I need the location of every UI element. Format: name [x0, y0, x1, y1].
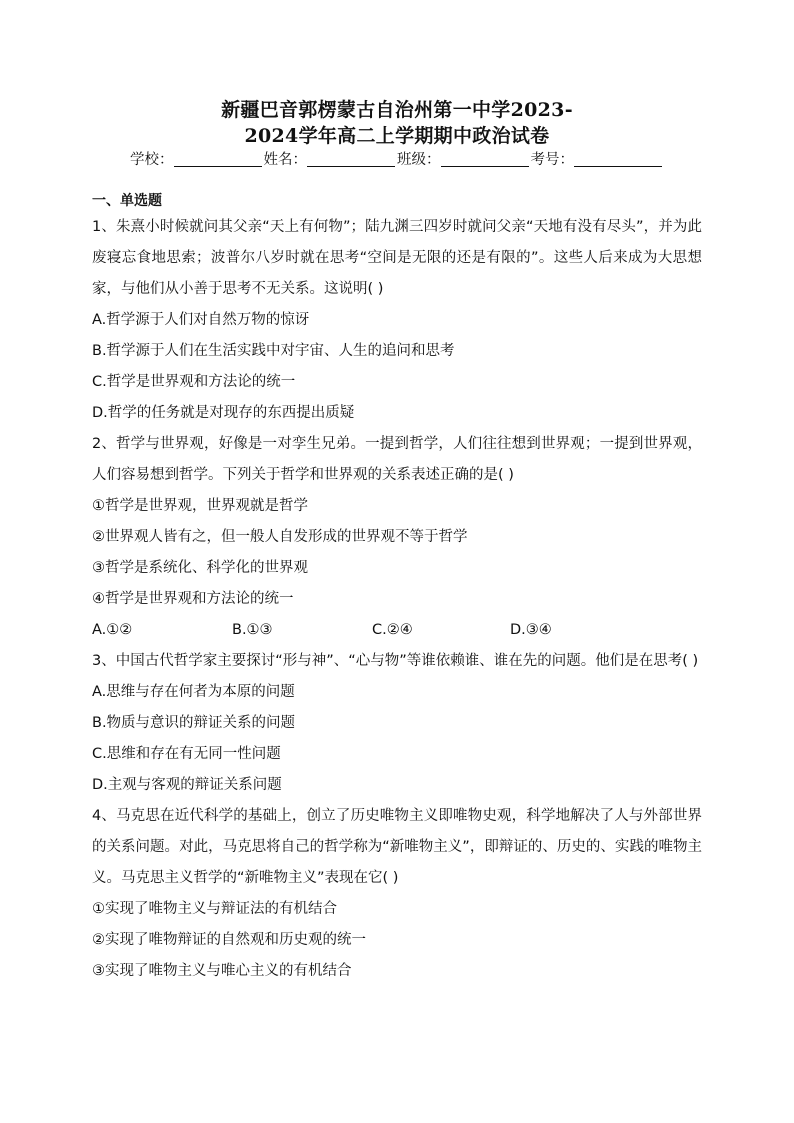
statement-1: ①哲学是世界观，世界观就是哲学 — [92, 498, 308, 514]
exam-no-blank — [574, 150, 662, 167]
statement-3: ③哲学是系统化、科学化的世界观 — [92, 560, 308, 576]
exam-no-field — [531, 149, 665, 171]
statement-2: ②实现了唯物辩证的自然观和历史观的统一 — [92, 932, 366, 948]
option-b: B.物质与意识的辩证关系的问题 — [92, 715, 296, 731]
question-1 — [92, 212, 702, 429]
name-label: 姓名： — [263, 152, 307, 168]
option-d: D.主观与客观的辩证关系问题 — [92, 777, 282, 793]
statement-2: ②世界观人皆有之，但一般人自发形成的世界观不等于哲学 — [92, 529, 468, 545]
name-field — [264, 149, 398, 171]
choice-d: D.③④ — [510, 622, 552, 638]
option-a: A.思维与存在何者为本原的问题 — [92, 684, 295, 700]
choice-b: B.①③ — [232, 622, 273, 638]
question-stem: 3、中国古代哲学家主要探讨“形与神”、“心与物”等谁依赖谁、谁在先的问题。他们是在思考( ) — [92, 653, 699, 669]
school-blank — [174, 150, 262, 167]
class-label: 班级： — [397, 152, 441, 168]
question-4 — [92, 801, 702, 987]
choice-c: C.②④ — [372, 622, 413, 638]
student-info-row — [0, 149, 794, 171]
question-stem: 1、朱熹小时候就问其父亲“天上有何物”；陆九渊三四岁时就问父亲“天地有没有尽头”，并为此废寝忘食地思索；波普尔八岁时就在思考“空间是无限的还是有限的”。这些人后来成为大思想家，与他们从小善于思考不无关系。这说明( ) — [92, 219, 702, 297]
exam-title-line2: 2024学年高二上学期期中政治试卷 — [244, 125, 550, 147]
statement-1: ①实现了唯物主义与辩证法的有机结合 — [92, 901, 337, 917]
question-stem: 4、马克思在近代科学的基础上，创立了历史唯物主义即唯物史观，科学地解决了人与外部世界的关系问题。对此，马克思将自己的哲学称为“新唯物主义”，即辩证的、历史的、实践的唯物主义。马克思主义哲学的“新唯物主义”表现在它( ) — [92, 808, 702, 886]
class-blank — [441, 150, 529, 167]
statement-4: ④哲学是世界观和方法论的统一 — [92, 591, 294, 607]
option-c: C.思维和存在有无同一性问题 — [92, 746, 281, 762]
question-3 — [92, 646, 702, 801]
option-c: C.哲学是世界观和方法论的统一 — [92, 374, 296, 390]
section-title: 一、单选题 — [92, 193, 162, 209]
option-b: B.哲学源于人们在生活实践中对宇宙、人生的追问和思考 — [92, 343, 455, 359]
choice-a: A.①② — [92, 622, 133, 638]
class-field — [397, 149, 531, 171]
choice-row — [92, 615, 702, 646]
school-field — [130, 149, 264, 171]
exam-no-label: 考号： — [530, 152, 574, 168]
exam-title-line1: 新疆巴音郭楞蒙古自治州第一中学2023- — [221, 99, 573, 121]
school-label: 学校： — [130, 152, 174, 168]
option-d: D.哲学的任务就是对现存的东西提出质疑 — [92, 405, 355, 421]
statement-3: ③实现了唯物主义与唯心主义的有机结合 — [92, 963, 352, 979]
exam-content — [92, 190, 702, 987]
question-2 — [92, 429, 702, 646]
name-blank — [307, 150, 395, 167]
option-a: A.哲学源于人们对自然万物的惊讶 — [92, 312, 310, 328]
question-stem: 2、哲学与世界观，好像是一对孪生兄弟。一提到哲学，人们往往想到世界观；一提到世界观，人们容易想到哲学。下列关于哲学和世界观的关系表述正确的是( ) — [92, 436, 702, 483]
